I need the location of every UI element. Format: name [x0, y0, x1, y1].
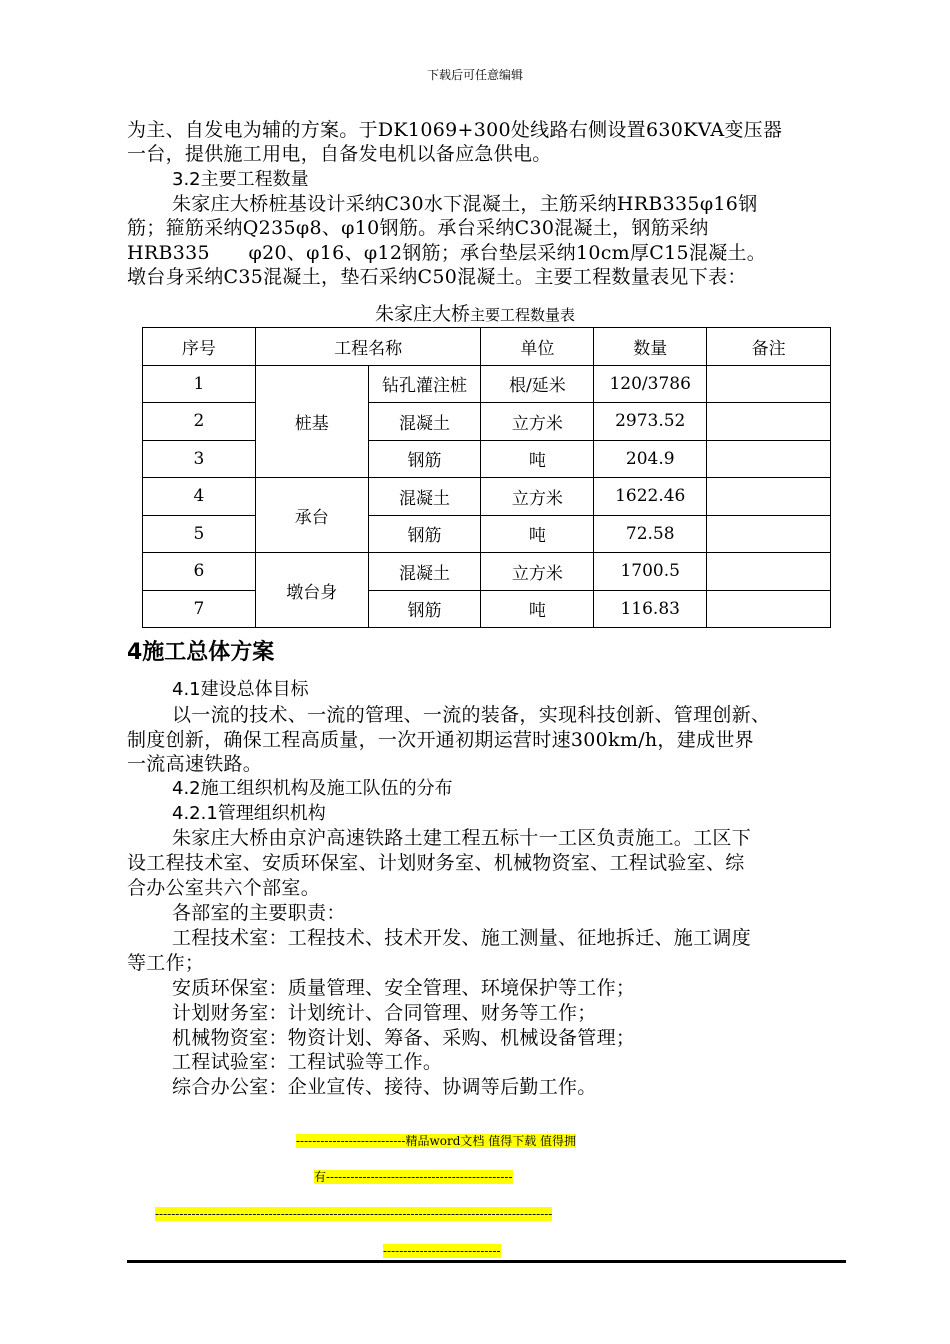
cell-no: 7 [143, 590, 256, 628]
section-4-2-1-line-5: 工程技术室：工程技术、技术开发、施工测量、征地拆迁、施工调度 [172, 927, 752, 949]
footer-text-4: ----------------------------- [383, 1244, 501, 1258]
header-qty: 数量 [594, 328, 707, 366]
header-unit: 单位 [481, 328, 594, 366]
section-3-2-line-3: HRB335 φ20、φ16、φ12钢筋；承台垫层采纳10cm厚C15混凝土。 [127, 242, 767, 264]
cell-item: 钢筋 [368, 440, 481, 478]
cell-qty: 2973.52 [594, 403, 707, 441]
table-caption-subtitle: 主要工程数量表 [470, 306, 576, 324]
section-4-heading: 4施工总体方案 [127, 640, 275, 665]
table-row [143, 478, 831, 516]
cell-item: 钢筋 [368, 515, 481, 553]
cell-no: 4 [143, 478, 256, 516]
cell-qty: 1700.5 [594, 553, 707, 591]
section-4-2-1-line-8: 计划财务室：计划统计、合同管理、财务等工作； [172, 1002, 597, 1024]
section-4-2-1-line-9: 机械物资室：物资计划、筹备、采购、机械设备管理； [172, 1027, 636, 1049]
cell-no: 2 [143, 403, 256, 441]
section-4-2-1-line-6: 等工作； [127, 952, 205, 974]
cell-unit: 立方米 [481, 403, 594, 441]
table-row [143, 440, 831, 478]
cell-note [707, 553, 831, 591]
section-3-2-line-4: 墩台身采纳C35混凝土，垫石采纳C50混凝土。主要工程数量表见下表： [127, 266, 747, 288]
footer-line-3 [155, 1203, 847, 1222]
footer-line-2 [314, 1166, 660, 1185]
footer-text-2: 有---------------------------------------------- [314, 1170, 513, 1184]
table-row [143, 403, 831, 441]
footer-rule [127, 1260, 846, 1263]
cell-no: 6 [143, 553, 256, 591]
section-4-2-1-line-4: 各部室的主要职责： [172, 902, 346, 924]
section-4-1-line-1: 以一流的技术、一流的管理、一流的装备，实现科技创新、管理创新、 [172, 704, 771, 726]
cell-no: 3 [143, 440, 256, 478]
cell-item: 钻孔灌注桩 [368, 365, 481, 403]
cell-item: 钢筋 [368, 590, 481, 628]
cell-item: 混凝土 [368, 553, 481, 591]
table-row [143, 515, 831, 553]
table-caption-title: 朱家庄大桥 [374, 303, 470, 325]
table-row [143, 590, 831, 628]
section-4-2-1-heading: 4.2.1管理组织机构 [172, 803, 326, 824]
cell-unit: 立方米 [481, 553, 594, 591]
intro-line-1: 为主、自发电为辅的方案。于DK1069+300处线路右侧设置630KVA变压器 [127, 119, 783, 141]
cell-note [707, 590, 831, 628]
cell-qty: 1622.46 [594, 478, 707, 516]
cell-no: 1 [143, 365, 256, 403]
cell-group-cap: 承台 [255, 478, 368, 553]
header-note: 备注 [707, 328, 831, 366]
cell-qty: 72.58 [594, 515, 707, 553]
cell-item: 混凝土 [368, 403, 481, 441]
header-no: 序号 [143, 328, 256, 366]
section-4-2-1-line-7: 安质环保室：质量管理、安全管理、环境保护等工作； [172, 977, 636, 999]
cell-qty: 204.9 [594, 440, 707, 478]
cell-note [707, 478, 831, 516]
cell-unit: 吨 [481, 440, 594, 478]
cell-unit: 吨 [481, 590, 594, 628]
section-3-2-line-2: 筋；箍筋采纳Q235φ8、φ10钢筋。承台采纳C30混凝土，钢筋采纳 [127, 217, 709, 239]
cell-unit: 根/延米 [481, 365, 594, 403]
header-item: 工程名称 [255, 328, 481, 366]
footer-line-1 [296, 1130, 706, 1149]
cell-note [707, 365, 831, 403]
cell-item: 混凝土 [368, 478, 481, 516]
cell-qty: 116.83 [594, 590, 707, 628]
table-caption [0, 299, 950, 326]
cell-note [707, 440, 831, 478]
section-4-2-1-line-10: 工程试验室：工程试验等工作。 [172, 1051, 443, 1073]
cell-group-pier: 墩台身 [255, 553, 368, 628]
section-3-2-heading: 3.2主要工程数量 [172, 169, 309, 190]
cell-note [707, 403, 831, 441]
quantity-table [142, 327, 831, 628]
section-4-2-1-line-11: 综合办公室：企业宣传、接待、协调等后勤工作。 [172, 1076, 597, 1098]
cell-group-pile: 桩基 [255, 365, 368, 478]
intro-line-2: 一台，提供施工用电，自备发电机以备应急供电。 [127, 143, 552, 165]
cell-note [707, 515, 831, 553]
section-4-2-heading: 4.2施工组织机构及施工队伍的分布 [172, 778, 453, 799]
footer-text-1: ---------------------------精品word文档 值得下载 值得拥 [296, 1134, 577, 1148]
section-4-1-heading: 4.1建设总体目标 [172, 679, 309, 700]
footer-line-4 [383, 1240, 593, 1259]
table-row [143, 365, 831, 403]
section-3-2-line-1: 朱家庄大桥桩基设计采纳C30水下混凝土，主筋采纳HRB335φ16钢 [172, 193, 758, 215]
header-note: 下载后可任意编辑 [426, 68, 523, 82]
section-4-2-1-line-2: 设工程技术室、安质环保室、计划财务室、机械物资室、工程试验室、综 [127, 852, 745, 874]
table-row [143, 553, 831, 591]
table-header-row [143, 328, 831, 366]
section-4-1-line-3: 一流高速铁路。 [127, 753, 263, 775]
cell-unit: 立方米 [481, 478, 594, 516]
cell-no: 5 [143, 515, 256, 553]
cell-qty: 120/3786 [594, 365, 707, 403]
footer-text-3: -------------------------------------------------------------------------------------------------- [155, 1207, 553, 1221]
cell-unit: 吨 [481, 515, 594, 553]
section-4-2-1-line-1: 朱家庄大桥由京沪高速铁路土建工程五标十一工区负责施工。工区下 [172, 827, 752, 849]
section-4-1-line-2: 制度创新，确保工程高质量，一次开通初期运营时速300km/h，建成世界 [127, 729, 754, 751]
section-4-2-1-line-3: 合办公室共六个部室。 [127, 877, 321, 899]
